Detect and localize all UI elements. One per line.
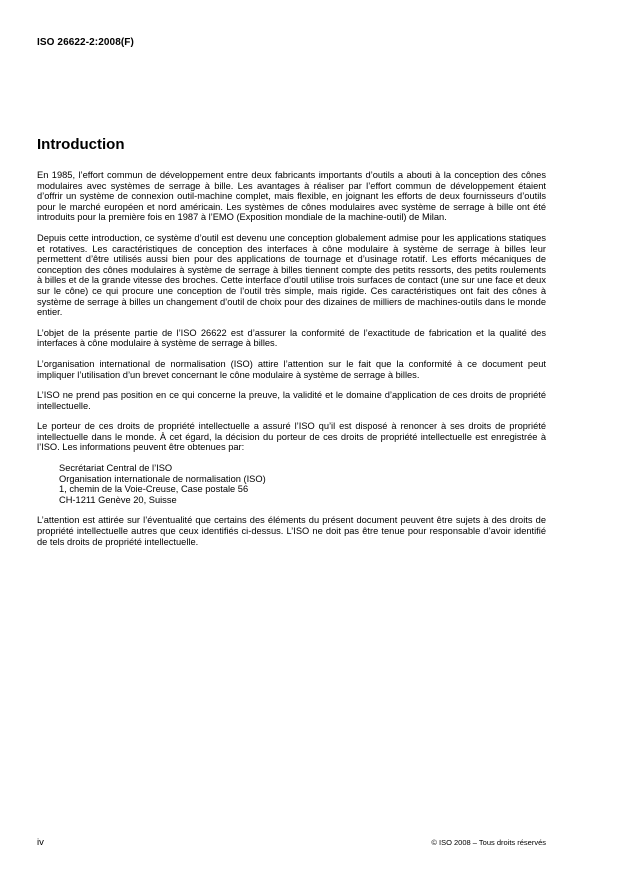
page-number: iv [37, 837, 44, 848]
section-title: Introduction [37, 136, 125, 153]
paragraph-rights-holder: Le porteur de ces droits de propriété intellectuelle a assuré l’ISO qu’il est disposé à renoncer à ses droits de propriété intellectuelle dans le monde. À cet égard, la décision du porteur de ces droits de propriété intellectuelle est enregistrée à l’ISO. Les informations peuvent être obtenues par: [37, 421, 546, 453]
address-block [59, 463, 546, 505]
address-line: Secrétariat Central de l’ISO [59, 463, 173, 474]
copyright-notice: © ISO 2008 – Tous droits réservés [431, 838, 546, 847]
document-id-header: ISO 26622-2:2008(F) [37, 37, 134, 48]
body-text [37, 170, 546, 557]
paragraph-closing: L’attention est attirée sur l’éventualité que certains des éléments du présent document peuvent être sujets à des droits de propriété intellectuelle autres que ceux identifiés ci-dessus. L’ISO ne doit pas être tenue pour responsable d’avoir identifié de tels droits de propriété intellectuelle. [37, 515, 546, 547]
address-line: 1, chemin de la Voie-Creuse, Case postale 56 [59, 484, 249, 495]
address-line: Organisation internationale de normalisation (ISO) [59, 473, 266, 484]
paragraph-design: Depuis cette introduction, ce système d’outil est devenu une conception globalement admise pour les applications statiques et rotatives. Les caractéristiques de conception des interfaces à cône modulaire à système de serrage à billes leur permettent d’être utilisés aussi bien pour des applications de tournage et d’usinage rotatif. Les efforts mécaniques de conception des cônes modulaires à système de serrage à billes tiennent compte des petits ressorts, des petits roulements à billes et de la grande vitesse des broches. Cette interface d’outil utilise trois surfaces de contact (une sur une face et deux sur le cône) ce qui procure une conception de l’outil très simple, mais rigide. Ces caractéristiques ont fait des cônes à système de serrage à billes un changement d’outil de choix pour des dizaines de milliers de machines-outils dans le monde entier. [37, 232, 546, 318]
address-line: CH-1211 Genève 20, Suisse [59, 494, 177, 505]
paragraph-history: En 1985, l’effort commun de développement entre deux fabricants importants d’outils a abouti à la conception des cônes modulaires avec systèmes de serrage à bille. Les avantages à réaliser par l’effort commun de développement étaient d’offrir un système de connexion outil-machine complet, mais flexible, en joignant les efforts de deux fournisseurs d’outils pour le marché européen et nord américain. Les systèmes de cônes modulaires avec système de serrage à bille ont été introduits pour la première fois en 1987 à l’EMO (Exposition mondiale de la machine-outil) de Milan. [37, 170, 546, 223]
paragraph-purpose: L’objet de la présente partie de l’ISO 26622 est d’assurer la conformité de l’exactitude de fabrication et la qualité des interfaces à cône modulaire à système de serrage à billes. [37, 327, 546, 349]
paragraph-iso-position: L’ISO ne prend pas position en ce qui concerne la preuve, la validité et le domaine d’application de ces droits de propriété intellectuelle. [37, 390, 546, 411]
paragraph-patent-notice: L’organisation international de normalisation (ISO) attire l’attention sur le fait que la conformité à ce document peut impliquer l’utilisation d’un brevet concernant le cône modulaire à système de serrage à billes. [37, 358, 546, 380]
